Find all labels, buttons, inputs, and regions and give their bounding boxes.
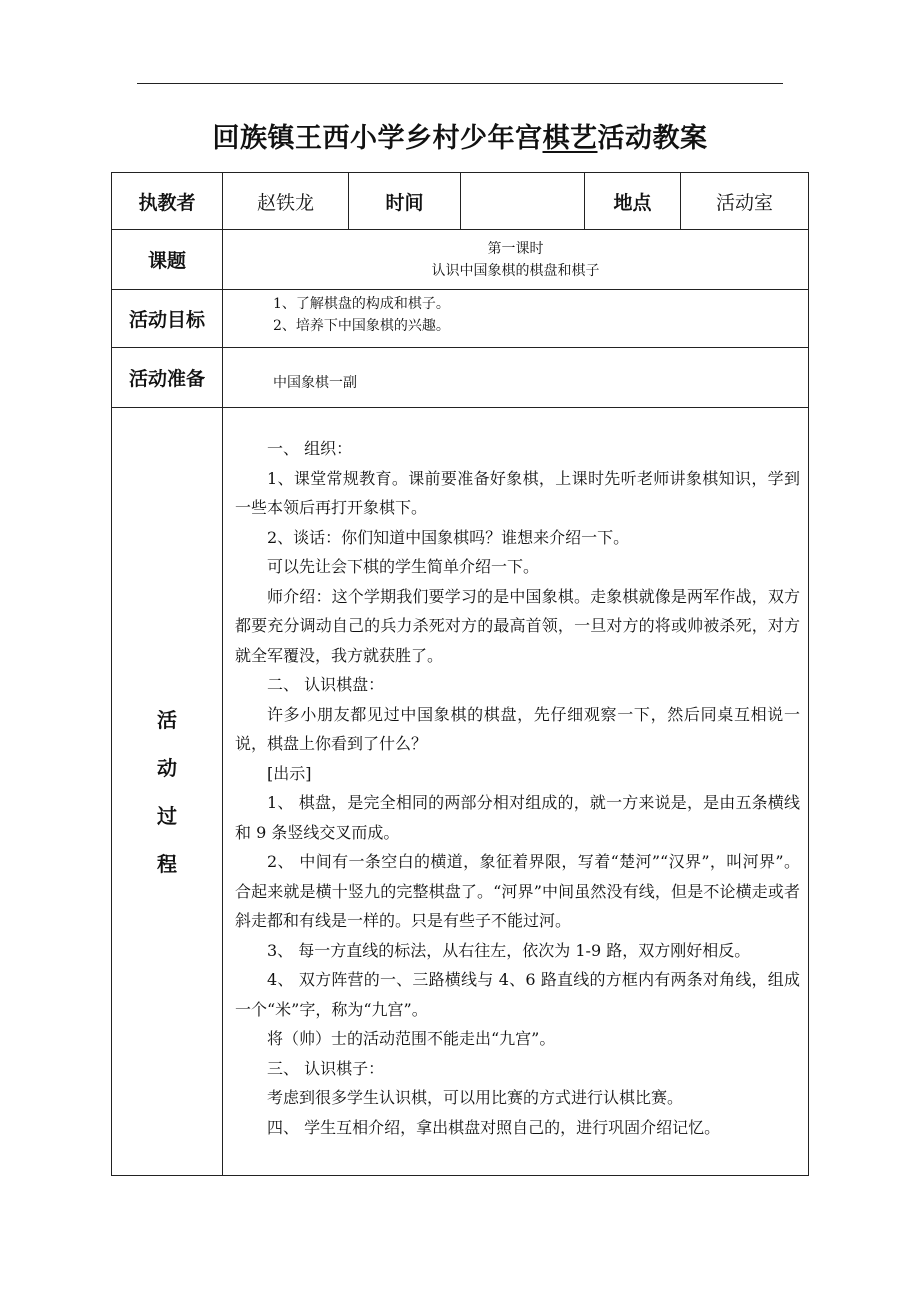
goals-label: 活动目标: [112, 290, 223, 348]
process-paragraph: 二、 认识棋盘：: [267, 675, 385, 694]
process-paragraph: 师介绍：这个学期我们要学习的是中国象棋。走象棋就像是两军作战，双方都要充分调动自己的兵力杀死对方的最高首领，一旦对方的将或帅被杀死，对方就全军覆没，我方就获胜了。: [235, 586, 800, 665]
process-paragraph: 2、 中间有一条空白的横道，象征着界限，写着“楚河”“汉界”，叫河界”。合起来就是横十竖九的完整棋盘了。“河界”中间虽然没有线，但是不论横走或者斜走都和有线是一样的。只是有些子不能过河。: [235, 852, 800, 930]
lesson-plan-table: [111, 172, 809, 1176]
place-value: 活动室: [681, 173, 809, 230]
process-paragraph: 一、 组织：: [267, 439, 353, 458]
process-label-char: 动: [157, 755, 177, 780]
process-paragraph: 三、 认识棋子：: [267, 1058, 385, 1078]
header-rule: [137, 83, 783, 84]
title-part1: 回族镇王西小学乡村少年宫: [212, 123, 543, 154]
topic-line-1: 第一课时: [487, 240, 544, 257]
process-row: [112, 408, 809, 1176]
teacher-label: 执教者: [112, 173, 223, 230]
process-label-char: 过: [157, 803, 177, 828]
process-label-char: 活: [157, 707, 177, 732]
teacher-value: 赵铁龙: [223, 173, 349, 230]
process-label-char: 程: [157, 851, 177, 876]
time-label: 时间: [349, 173, 461, 230]
process-paragraph: 1、 棋盘，是完全相同的两部分相对组成的，就一方来说是，是由五条横线和 9 条竖线交叉而成。: [235, 793, 800, 842]
goals-content: [223, 290, 809, 348]
goal-item: 1、了解棋盘的构成和棋子。: [273, 296, 450, 312]
preparation-row: [112, 348, 809, 408]
process-paragraph: 四、 学生互相介绍，拿出棋盘对照自己的，进行巩固介绍记忆。: [267, 1117, 721, 1137]
topic-content: [223, 230, 809, 290]
process-label: [112, 408, 223, 1176]
topic-label: 课题: [112, 230, 223, 290]
topic-line-2: 认识中国象棋的棋盘和棋子: [431, 262, 600, 279]
topic-row: [112, 230, 809, 290]
preparation-label: 活动准备: [112, 348, 223, 408]
process-paragraph: 可以先让会下棋的学生简单介绍一下。: [267, 557, 540, 576]
goals-row: [112, 290, 809, 348]
preparation-content: 中国象棋一副: [223, 348, 809, 408]
process-paragraph: 2、谈话：你们知道中国象棋吗？谁想来介绍一下。: [267, 527, 630, 547]
title-underlined: 棋艺: [542, 123, 598, 154]
process-paragraph: 许多小朋友都见过中国象棋的棋盘，先仔细观察一下，然后同桌互相说一说，棋盘上你看到了什么？: [235, 704, 800, 753]
process-paragraph: 4、 双方阵营的一、三路横线与 4、6 路直线的方框内有两条对角线，组成一个“米”字，称为“九宫”。: [235, 970, 800, 1019]
process-content: [223, 408, 809, 1176]
title-part2: 活动教案: [597, 123, 708, 154]
place-label: 地点: [585, 173, 681, 230]
process-paragraph: 考虑到很多学生认识棋，可以用比赛的方式进行认棋比赛。: [267, 1088, 684, 1107]
goal-item: 2、培养下中国象棋的兴趣。: [273, 318, 450, 334]
time-value: [461, 173, 585, 230]
document-title: [0, 116, 920, 155]
process-paragraph: 将（帅）士的活动范围不能走出“九宫”。: [267, 1029, 556, 1048]
header-row: [112, 173, 809, 230]
process-paragraph: 3、 每一方直线的标法，从右往左，依次为 1-9 路，双方刚好相反。: [267, 940, 751, 960]
process-paragraph: [出示]: [267, 763, 312, 783]
process-paragraph: 1、课堂常规教育。课前要准备好象棋，上课时先听老师讲象棋知识，学到一些本领后再打开象棋下。: [235, 468, 800, 517]
